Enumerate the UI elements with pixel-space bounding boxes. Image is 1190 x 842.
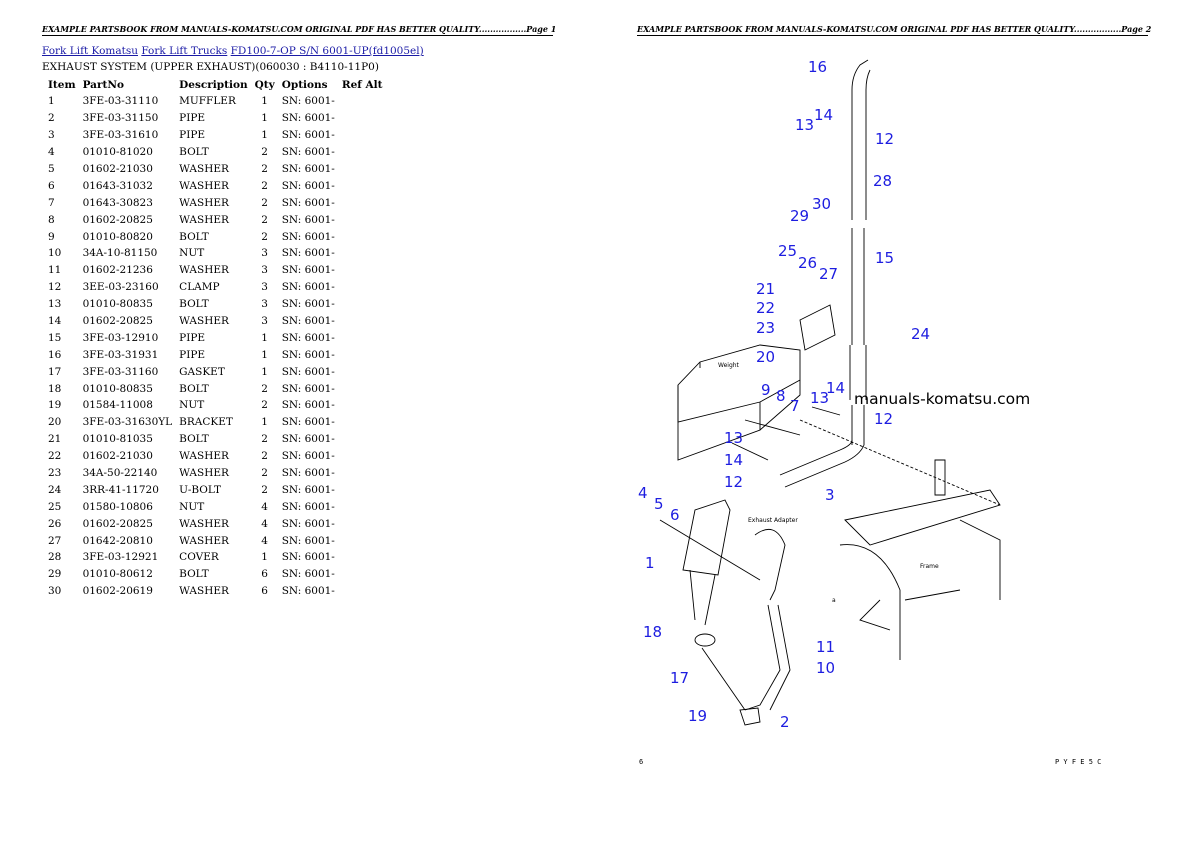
frame-label: Frame: [920, 563, 939, 570]
table-cell-qty: 2: [261, 399, 268, 412]
table-cell-opt: SN: 6001-: [281, 416, 335, 429]
table-cell-qty: 2: [261, 483, 268, 496]
watermark-text: manuals-komatsu.com: [854, 390, 1031, 408]
table-cell-desc: WASHER: [179, 534, 229, 547]
table-cell-qty: 1: [261, 331, 268, 344]
column-header-ref-alt: Ref Alt: [341, 78, 383, 91]
table-cell-pno: 3FE-03-31931: [82, 348, 159, 361]
table-cell-opt: SN: 6001-: [281, 264, 335, 277]
table-cell-qty: 3: [261, 281, 268, 294]
table-cell-desc: WASHER: [179, 585, 229, 598]
table-cell-item: 23: [48, 467, 62, 480]
table-cell-qty: 2: [261, 196, 268, 209]
table-cell-item: 3: [48, 129, 55, 142]
table-cell-qty: 2: [261, 163, 268, 175]
table-cell-pno: 01010-80820: [82, 230, 153, 243]
table-cell-desc: PIPE: [179, 331, 206, 344]
table-cell-opt: SN: 6001-: [281, 213, 335, 226]
callout-label: 14: [814, 106, 834, 124]
table-cell-item: 10: [48, 247, 62, 260]
callout-label: 12: [874, 410, 894, 428]
table-cell-item: 16: [48, 348, 62, 361]
table-cell-qty: 1: [261, 416, 268, 429]
table-cell-pno: 34A-50-22140: [82, 467, 158, 480]
table-cell-pno: 01010-80835: [82, 382, 153, 395]
table-cell-item: 21: [48, 433, 62, 446]
callout-label: 18: [643, 623, 663, 641]
callout-label: 2: [780, 713, 790, 731]
page-header: EXAMPLE PARTSBOOK FROM MANUALS-KOMATSU.COM ORIGINAL PDF HAS BETTER QUALITY.................Page 1: [42, 24, 557, 34]
table-cell-qty: 1: [261, 129, 268, 142]
table-cell-qty: 2: [261, 179, 268, 192]
table-cell-item: 5: [48, 163, 55, 175]
table-cell-desc: U-BOLT: [179, 483, 222, 496]
breadcrumb-link-brand[interactable]: Fork Lift Komatsu: [42, 45, 138, 57]
table-cell-pno: 01602-21030: [82, 163, 153, 175]
callout-label: 22: [756, 299, 776, 317]
table-cell-opt: SN: 6001-: [281, 179, 335, 192]
table-cell-pno: 01602-20825: [82, 315, 153, 328]
table-cell-item: 17: [48, 365, 62, 378]
table-cell-opt: SN: 6001-: [281, 483, 335, 496]
table-cell-desc: PIPE: [179, 129, 206, 142]
table-cell-qty: 6: [261, 568, 268, 581]
table-cell-desc: WASHER: [179, 315, 229, 328]
table-cell-item: 19: [48, 399, 62, 412]
table-cell-opt: SN: 6001-: [281, 551, 335, 564]
table-cell-pno: 01602-21236: [82, 264, 153, 277]
table-cell-qty: 3: [261, 315, 268, 328]
table-cell-pno: 01580-10806: [82, 500, 153, 513]
breadcrumb-link-model[interactable]: FD100-7-OP S/N 6001-UP(fd1005el): [230, 45, 424, 57]
table-cell-pno: 01010-80835: [82, 298, 153, 311]
table-cell-pno: 01602-21030: [82, 450, 153, 463]
callout-label: 8: [776, 387, 786, 405]
callout-label: 5: [654, 495, 664, 513]
table-cell-desc: WASHER: [179, 196, 229, 209]
column-header-partno: PartNo: [82, 78, 124, 91]
table-cell-opt: SN: 6001-: [281, 534, 335, 547]
reference-a-label: a: [832, 597, 836, 604]
table-cell-opt: SN: 6001-: [281, 467, 335, 480]
table-cell-item: 27: [48, 534, 62, 547]
table-cell-qty: 1: [261, 112, 268, 125]
table-cell-pno: 3FE-03-31150: [82, 112, 159, 125]
table-cell-qty: 2: [261, 433, 268, 446]
callout-label: 12: [724, 473, 744, 491]
callout-label: 13: [795, 116, 815, 134]
table-cell-pno: 3FE-03-31110: [82, 95, 159, 108]
table-cell-item: 22: [48, 450, 62, 463]
table-cell-item: 8: [48, 213, 55, 226]
table-cell-item: 20: [48, 416, 62, 429]
callout-label: 4: [638, 484, 648, 502]
table-cell-opt: SN: 6001-: [281, 95, 335, 108]
table-cell-item: 26: [48, 517, 62, 530]
table-cell-item: 12: [48, 281, 62, 294]
callout-label: 27: [819, 265, 839, 283]
table-cell-opt: SN: 6001-: [281, 129, 335, 142]
table-cell-opt: SN: 6001-: [281, 450, 335, 463]
table-cell-opt: SN: 6001-: [281, 247, 335, 260]
callout-label: 17: [670, 669, 690, 687]
callout-label: 21: [756, 280, 776, 298]
table-cell-pno: 01010-81020: [82, 146, 153, 159]
table-cell-qty: 2: [261, 467, 268, 480]
column-header-item: Item: [48, 78, 76, 91]
callout-label: 19: [688, 707, 708, 725]
table-cell-opt: SN: 6001-: [281, 298, 335, 311]
table-cell-pno: 3FE-03-31610: [82, 129, 159, 142]
table-cell-desc: BRACKET: [179, 416, 233, 429]
table-cell-opt: SN: 6001-: [281, 196, 335, 209]
table-cell-pno: 01584-11008: [82, 399, 153, 412]
table-cell-item: 6: [48, 179, 55, 192]
breadcrumb-link-category[interactable]: Fork Lift Trucks: [141, 45, 228, 57]
table-cell-pno: 34A-10-81150: [82, 247, 158, 260]
table-cell-desc: MUFFLER: [179, 95, 236, 108]
table-cell-desc: BOLT: [179, 433, 209, 446]
table-cell-qty: 2: [261, 146, 268, 159]
table-cell-opt: SN: 6001-: [281, 348, 335, 361]
table-cell-opt: SN: 6001-: [281, 500, 335, 513]
table-cell-pno: 01602-20619: [82, 585, 153, 598]
table-cell-item: 14: [48, 315, 62, 328]
table-cell-qty: 4: [261, 534, 268, 547]
table-cell-opt: SN: 6001-: [281, 146, 335, 159]
table-cell-item: 25: [48, 500, 62, 513]
callout-label: 1: [645, 554, 655, 572]
table-cell-opt: SN: 6001-: [281, 585, 335, 598]
table-cell-opt: SN: 6001-: [281, 281, 335, 294]
table-cell-desc: GASKET: [179, 365, 225, 378]
table-cell-desc: BOLT: [179, 230, 209, 243]
callout-label: 29: [790, 207, 810, 225]
callout-label: 14: [826, 379, 846, 397]
table-cell-pno: 01602-20825: [82, 517, 153, 530]
callout-label: 6: [670, 506, 680, 524]
table-cell-qty: 6: [261, 585, 268, 598]
table-cell-pno: 01643-30823: [82, 196, 153, 209]
callout-label: 15: [875, 249, 895, 267]
callout-label: 16: [808, 58, 828, 76]
table-cell-opt: SN: 6001-: [281, 163, 335, 175]
callout-label: 30: [812, 195, 832, 213]
table-cell-qty: 2: [261, 213, 268, 226]
callout-label: 24: [911, 325, 931, 343]
table-cell-desc: BOLT: [179, 568, 209, 581]
callout-label: 3: [825, 486, 835, 504]
callout-label: 14: [724, 451, 744, 469]
table-cell-desc: PIPE: [179, 348, 206, 361]
table-cell-opt: SN: 6001-: [281, 382, 335, 395]
table-cell-qty: 4: [261, 500, 268, 513]
table-cell-item: 9: [48, 230, 55, 243]
callout-label: 13: [810, 389, 830, 407]
table-cell-pno: 3EE-03-23160: [82, 281, 159, 294]
callout-label: 7: [790, 397, 800, 415]
callout-label: 28: [873, 172, 893, 190]
table-cell-qty: 3: [261, 264, 268, 277]
table-cell-qty: 3: [261, 298, 268, 311]
callout-label: 10: [816, 659, 836, 677]
table-cell-item: 30: [48, 585, 62, 598]
table-cell-qty: 2: [261, 382, 268, 395]
callout-label: 13: [724, 429, 744, 447]
exhaust-adapter-label: Exhaust Adapter: [748, 517, 798, 524]
table-cell-item: 11: [48, 264, 62, 277]
table-cell-opt: SN: 6001-: [281, 230, 335, 243]
table-cell-opt: SN: 6001-: [281, 433, 335, 446]
table-cell-qty: 1: [261, 348, 268, 361]
table-cell-desc: WASHER: [179, 163, 229, 175]
table-cell-qty: 4: [261, 517, 268, 530]
table-cell-item: 29: [48, 568, 62, 581]
table-cell-desc: PIPE: [179, 112, 206, 125]
table-cell-qty: 2: [261, 230, 268, 243]
table-cell-desc: WASHER: [179, 467, 229, 480]
table-cell-desc: WASHER: [179, 179, 229, 192]
table-cell-desc: CLAMP: [179, 281, 220, 294]
table-cell-item: 24: [48, 483, 62, 496]
table-cell-item: 1: [48, 95, 55, 108]
callout-label: 20: [756, 348, 776, 366]
callout-label: 9: [761, 381, 771, 399]
table-cell-desc: WASHER: [179, 213, 229, 226]
footer-page-number: 6: [639, 758, 644, 766]
table-cell-opt: SN: 6001-: [281, 365, 335, 378]
table-cell-pno: 3FE-03-31160: [82, 365, 159, 378]
column-header-options: Options: [281, 78, 328, 91]
table-cell-desc: NUT: [179, 500, 205, 513]
table-cell-desc: BOLT: [179, 146, 209, 159]
table-cell-desc: NUT: [179, 399, 205, 412]
table-cell-desc: COVER: [179, 551, 219, 564]
table-cell-desc: BOLT: [179, 298, 209, 311]
callout-label: 23: [756, 319, 776, 337]
table-cell-pno: 01602-20825: [82, 213, 153, 226]
table-cell-item: 7: [48, 196, 55, 209]
table-cell-opt: SN: 6001-: [281, 112, 335, 125]
table-cell-qty: 2: [261, 450, 268, 463]
table-cell-qty: 1: [261, 365, 268, 378]
table-cell-pno: 3RR-41-11720: [82, 483, 159, 496]
section-title: EXHAUST SYSTEM (UPPER EXHAUST)(060030 : B4110-11P0): [42, 61, 379, 73]
table-cell-desc: NUT: [179, 247, 205, 260]
table-cell-opt: SN: 6001-: [281, 568, 335, 581]
table-cell-desc: WASHER: [179, 517, 229, 530]
column-header-qty: Qty: [254, 78, 275, 91]
table-cell-desc: BOLT: [179, 382, 209, 395]
table-cell-pno: 01643-31032: [82, 179, 153, 192]
table-cell-qty: 3: [261, 247, 268, 260]
table-cell-item: 18: [48, 382, 62, 395]
weight-label: Weight: [718, 362, 739, 369]
table-cell-desc: WASHER: [179, 264, 229, 277]
footer-code: P Y F E 5 C: [1055, 758, 1102, 766]
table-cell-pno: 3FE-03-12910: [82, 331, 159, 344]
table-cell-desc: WASHER: [179, 450, 229, 463]
callout-label: 11: [816, 638, 836, 656]
table-cell-item: 28: [48, 551, 62, 564]
table-cell-qty: 1: [261, 95, 268, 108]
table-cell-item: 2: [48, 112, 55, 125]
callout-label: 26: [798, 254, 818, 272]
table-cell-item: 13: [48, 298, 62, 311]
page-header: EXAMPLE PARTSBOOK FROM MANUALS-KOMATSU.COM ORIGINAL PDF HAS BETTER QUALITY.................Page 2: [637, 24, 1152, 34]
table-cell-opt: SN: 6001-: [281, 315, 335, 328]
table-cell-opt: SN: 6001-: [281, 399, 335, 412]
table-cell-opt: SN: 6001-: [281, 517, 335, 530]
callout-label: 12: [875, 130, 895, 148]
table-cell-pno: 3FE-03-31630YL: [82, 416, 173, 429]
table-cell-pno: 01642-20810: [82, 534, 153, 547]
table-cell-opt: SN: 6001-: [281, 331, 335, 344]
table-cell-pno: 01010-81035: [82, 433, 153, 446]
callout-label: 25: [778, 242, 798, 260]
table-cell-pno: 3FE-03-12921: [82, 551, 159, 564]
table-cell-qty: 1: [261, 551, 268, 564]
table-cell-item: 4: [48, 146, 55, 159]
column-header-description: Description: [179, 78, 248, 91]
table-cell-pno: 01010-80612: [82, 568, 153, 581]
table-cell-item: 15: [48, 331, 62, 344]
